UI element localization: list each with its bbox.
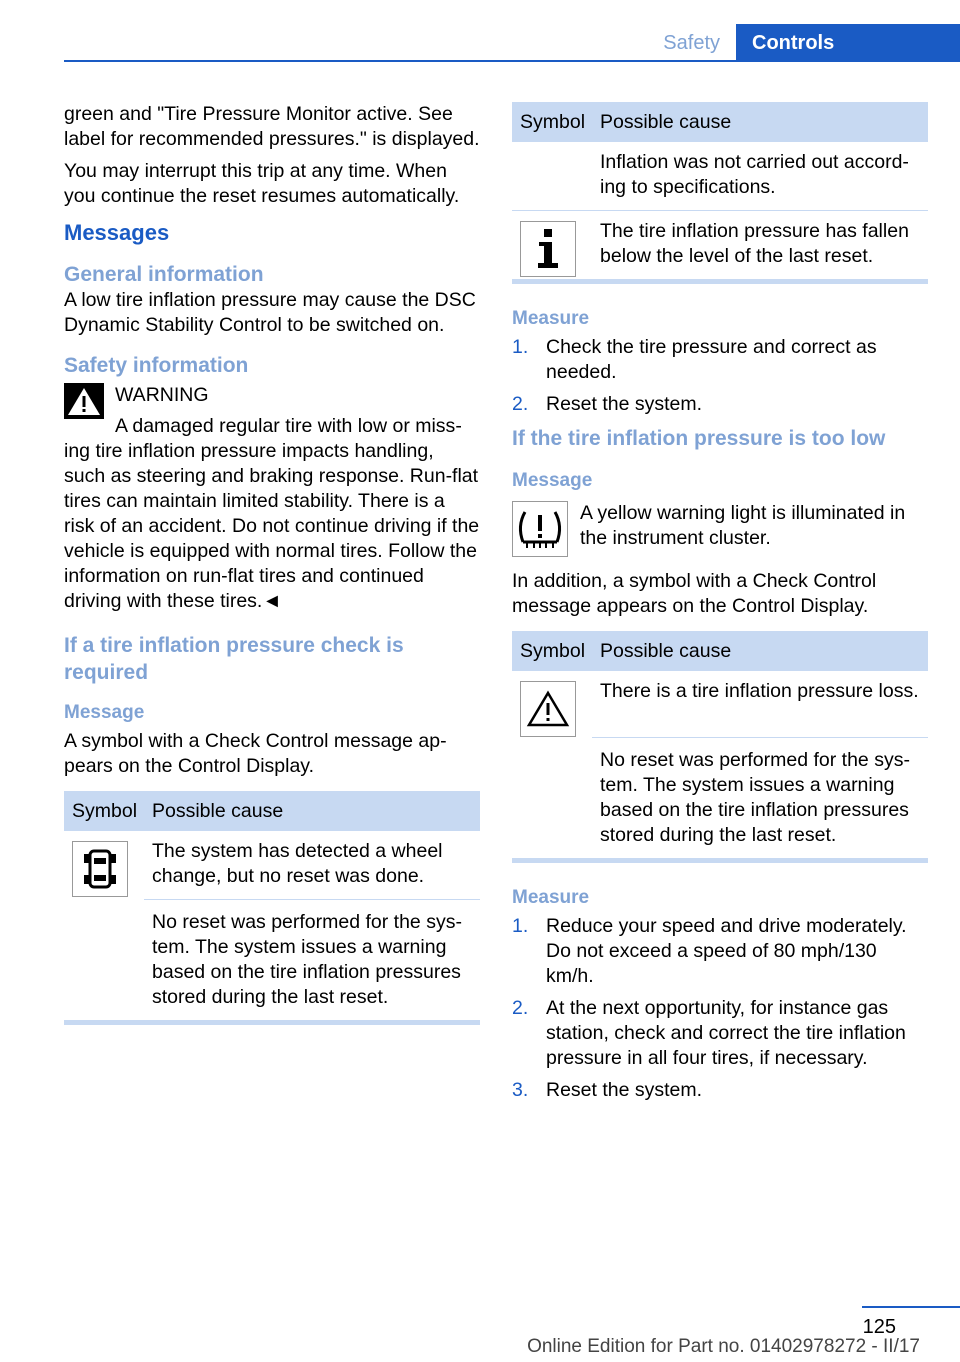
- paragraph: You may interrupt this trip at any time. When you continue the reset resumes automatically.: [64, 160, 460, 207]
- column-header-symbol: Symbol: [72, 799, 138, 822]
- warning-triangle-icon: [64, 383, 104, 419]
- header-rule: [64, 60, 960, 62]
- list-item: 1. Reduce your speed and drive moderately. Do not exceed a speed of 80 mph/130 km/h.: [512, 915, 907, 987]
- table-row: [512, 210, 928, 279]
- warning-text: A damaged regular tire with low or missing tire inflation pressure impacts handling, such as steering and braking response. Run-flat tires can maintain limited stability. There is a risk of an accident. Do not continue driving if the vehicle is equipped with normal tires. Follow the information on run-flat tires and continued driving with these tires.◄: [64, 415, 480, 612]
- table-cell-cause: No reset was performed for the system. The system issues a warning based on the tire inflation pressures stored during the last reset.: [144, 899, 480, 1020]
- column-header-cause: Possible cause: [152, 799, 284, 822]
- right-column: [512, 102, 928, 1111]
- warning-block: [64, 383, 480, 614]
- column-header-symbol: Symbol: [520, 639, 586, 662]
- table-row: [512, 671, 928, 737]
- footer-rule: [862, 1306, 960, 1308]
- heading-message: Message: [512, 470, 593, 491]
- table-header: [512, 102, 928, 142]
- paragraph: A low tire inflation pressure may cause the DSC Dynamic Stability Control to be switched on.: [64, 289, 476, 336]
- list-item: 3. Reset the system.: [512, 1079, 703, 1101]
- warning-title: WARNING: [115, 384, 209, 406]
- measure-list: [512, 335, 928, 417]
- heading-message: Message: [64, 702, 145, 723]
- table-row: [512, 142, 928, 210]
- heading-safety-information: Safety information: [64, 354, 249, 377]
- section-tab[interactable]: Safety: [663, 32, 720, 54]
- table-header: [512, 631, 928, 671]
- table-cell-cause: No reset was performed for the system. The system issues a warning based on the tire inflation pressures stored during the last reset.: [592, 737, 928, 858]
- table-header: [64, 791, 480, 831]
- tire-pressure-warning-icon: [512, 501, 568, 557]
- heading-measure: Measure: [512, 887, 590, 908]
- table-row: [64, 831, 480, 899]
- table-row: [64, 899, 480, 1020]
- list-item: 2. At the next opportunity, for instance gas station, check and correct the tire inflation pressure in all four tires, if necessary.: [512, 997, 906, 1069]
- table-cell-cause: The system has detected a wheel change, but no reset was done.: [152, 840, 443, 887]
- message-row: [512, 501, 928, 557]
- edition-note: Online Edition for Part no. 01402978272 - II/17: [527, 1336, 920, 1357]
- info-icon: [520, 221, 576, 277]
- table-cell-cause: There is a tire inflation pressure loss.: [600, 680, 919, 702]
- table-row: [512, 737, 928, 858]
- paragraph: A symbol with a Check Control message appears on the Control Display.: [64, 730, 447, 777]
- paragraph: green and "Tire Pressure Monitor active. See label for recommended pressures." is displayed.: [64, 103, 480, 150]
- column-header-cause: Possible cause: [600, 639, 732, 662]
- column-header-cause: Possible cause: [600, 110, 732, 133]
- chapter-tab[interactable]: Controls: [736, 24, 960, 62]
- heading-measure: Measure: [512, 308, 590, 329]
- table-cell-cause: Inflation was not carried out according to specifications.: [600, 151, 909, 198]
- page-header: [640, 24, 960, 62]
- page-number: 125: [862, 1316, 896, 1338]
- symbol-table: [64, 791, 480, 1025]
- warning-triangle-icon: [520, 681, 576, 737]
- measure-list: [512, 914, 928, 1103]
- symbol-table: [512, 102, 928, 284]
- symbol-table: [512, 631, 928, 863]
- heading-general-information: General information: [64, 263, 264, 286]
- list-item: 1. Check the tire pressure and correct as needed.: [512, 336, 877, 383]
- wheel-change-car-icon: [72, 841, 128, 897]
- heading-too-low: If the tire inflation pressure is too low: [512, 427, 886, 450]
- left-column: [64, 102, 480, 1039]
- heading-check-required: If a tire inflation pressure check is required: [64, 634, 404, 684]
- table-cell-cause: The tire inflation pressure has fallen below the level of the last reset.: [600, 220, 909, 267]
- paragraph: In addition, a symbol with a Check Control message appears on the Control Display.: [512, 570, 877, 617]
- list-item: 2. Reset the system.: [512, 393, 703, 415]
- heading-messages: Messages: [64, 220, 170, 245]
- message-text: A yellow warning light is illuminated in the instrument cluster.: [580, 502, 906, 549]
- column-header-symbol: Symbol: [520, 110, 586, 133]
